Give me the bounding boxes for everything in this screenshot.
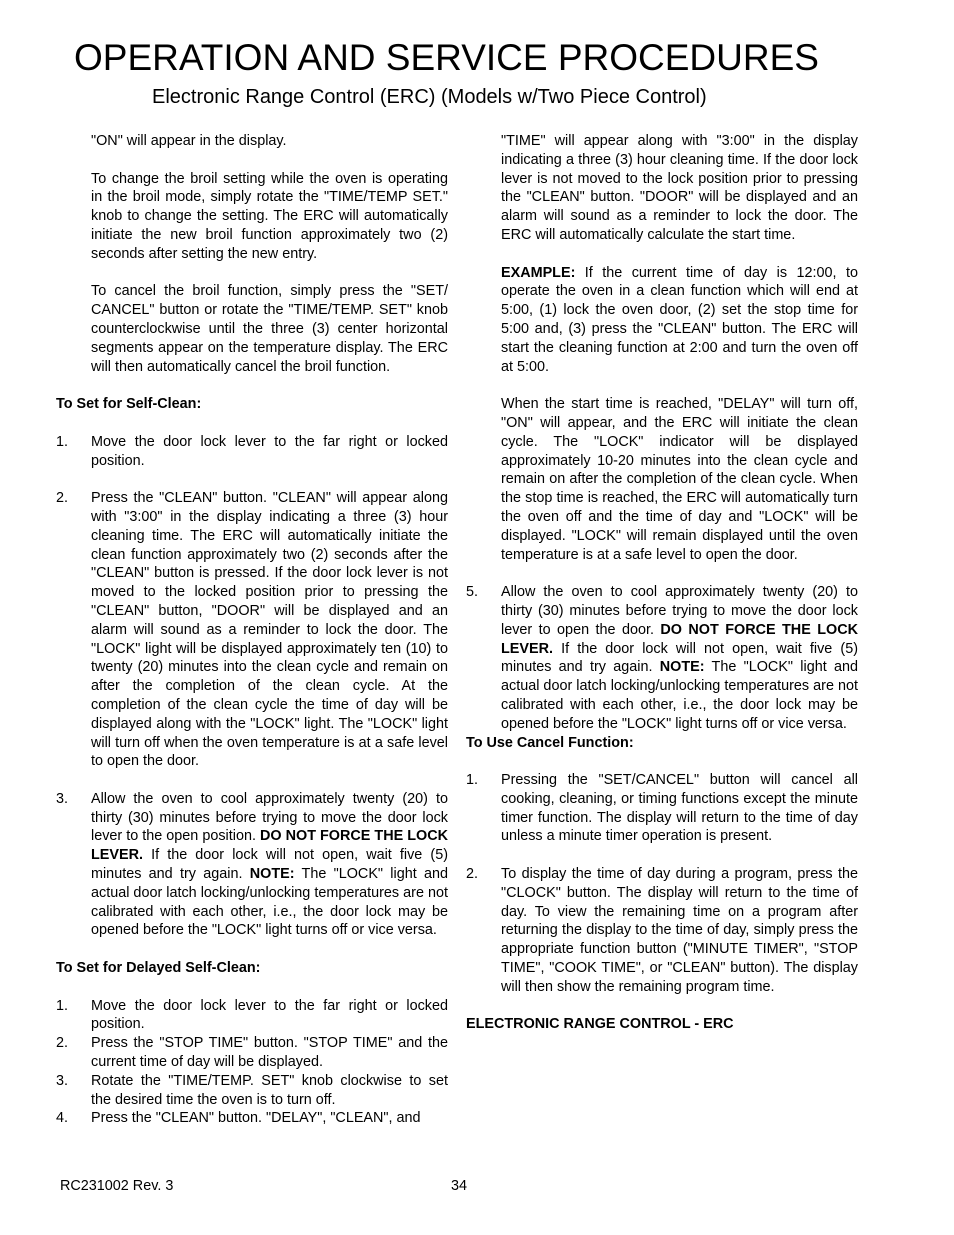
- paragraph-example: [501, 264, 858, 377]
- text-run: The "LOCK" light and actual door latch locking/unlocking temperatures are not calibrated with each other, i.e., the door lock may be opened before the "LOCK" light turns off or vice versa.: [91, 866, 448, 939]
- list-text: [91, 790, 448, 940]
- text-run: Allow the oven to cool approximately twenty (20) to thirty (30) minutes before trying to move the door lock lever to open the door.: [501, 584, 858, 638]
- list-number: 4.: [56, 1110, 69, 1127]
- list-number: 1.: [56, 433, 69, 450]
- list-item: [466, 771, 858, 846]
- list-text: Move the door lock lever to the far right or locked position.: [91, 433, 448, 469]
- list-number: 1.: [56, 997, 69, 1014]
- text-run: The "LOCK" light and actual door latch locking/unlocking temperatures are not calibrated with each other, i.e., the door lock may be opened before the "LOCK" light turns off or vice versa.: [501, 659, 858, 732]
- example-label: EXAMPLE:: [501, 264, 576, 281]
- warning-text: DO NOT FORCE THE LOCK LEVER.: [91, 828, 448, 864]
- paragraph-change-broil: To change the broil setting while the oven is operating in the broil mode, simply rotate the "TIME/TEMP SET." knob to change the setting. The ERC will automatically initiate the new broil function approximately two (2) seconds after setting the new entry.: [91, 170, 448, 262]
- paragraph-start-time: When the start time is reached, "DELAY" will turn off, "ON" will appear, and the ERC will initiate the clean cycle. The "LOCK" indicator will be displayed approximately 10-20 minutes into the clean cycle and remain on after the completion of the clean cycle. When the stop time is reached, the ERC will automatically turn the oven off and the time of day and "LOCK" will be displayed. "LOCK" will remain displayed until the oven temperature is at a safe level to open the door.: [501, 396, 858, 563]
- list-text: [501, 583, 858, 733]
- list-text: Press the "STOP TIME" button. "STOP TIME" and the current time of day will be displayed.: [91, 1035, 448, 1071]
- list-text: Pressing the "SET/CANCEL" button will cancel all cooking, cleaning, or timing functions except the minute timer function. The display will return to the time of day unless a minute timer operation is present.: [501, 772, 858, 845]
- list-text: Press the "CLEAN" button. "DELAY", "CLEAN", and: [91, 1110, 421, 1127]
- text-run: If the door lock will not open, wait five (5) minutes and try again.: [501, 640, 858, 676]
- warning-text: DO NOT FORCE THE LOCK LEVER.: [501, 621, 858, 657]
- list-number: 3.: [56, 790, 69, 807]
- list-item: [56, 1109, 448, 1128]
- heading-self-clean: To Set for Self-Clean:: [56, 396, 202, 413]
- right-column: [466, 132, 858, 1053]
- list-item: [56, 433, 448, 471]
- text-run: If the current time of day is 12:00, to operate the oven in a clean function which will end at 5:00, (1) lock the oven door, (2) set the stop time for 5:00 and, (3) press the "CLEAN" button. The ERC will start the cleaning function at 2:00 and turn the oven off at 5:00.: [501, 264, 858, 375]
- page-title: OPERATION AND SERVICE PROCEDURES: [74, 37, 819, 78]
- list-item: [56, 1034, 448, 1072]
- list-item: [466, 865, 858, 997]
- paragraph-on-display: "ON" will appear in the display.: [91, 133, 287, 149]
- note-label: NOTE:: [659, 659, 705, 676]
- left-column: [56, 132, 448, 1128]
- list-item: [56, 790, 448, 940]
- list-item: [466, 583, 858, 733]
- page-number: 34: [451, 1178, 468, 1194]
- list-text: Move the door lock lever to the far right or locked position.: [91, 997, 448, 1033]
- note-label: NOTE:: [249, 866, 295, 883]
- list-text: Rotate the "TIME/TEMP. SET" knob clockwise to set the desired time the oven is to turn off.: [91, 1072, 448, 1108]
- list-number: 2.: [466, 866, 479, 883]
- paragraph-cancel-broil: To cancel the broil function, simply press the "SET/ CANCEL" button or rotate the "TIME/TEMP. SET" knob counterclockwise until the three (3) center horizontal segments appear on the temperature display. The ERC will then automatically cancel the broil function.: [91, 283, 448, 375]
- document-id: RC231002 Rev. 3: [60, 1178, 174, 1194]
- list-text: Press the "CLEAN" button. "CLEAN" will appear along with "3:00" in the display indicating a three (3) hour cleaning time. The ERC will automatically initiate the clean function approximately two (2) seconds after the "CLEAN" button is pressed. If the door lock lever is not moved to the locked position prior to pressing the "CLEAN" button, "DOOR" will be displayed and an alarm will sound as a reminder to lock the door. The "LOCK" light will be displayed approximately ten (10) to twenty (20) minutes into the clean cycle and remain on after the completion of the clean cycle. At the completion of the clean cycle the time of day will be displayed along with the "LOCK" light. The "LOCK" light will turn off when the oven temperature is at a safe level to open the door.: [91, 490, 448, 770]
- list-number: 1.: [466, 772, 479, 789]
- list-number: 5.: [466, 584, 479, 601]
- heading-erc: ELECTRONIC RANGE CONTROL - ERC: [466, 1016, 734, 1033]
- heading-cancel-function: To Use Cancel Function:: [466, 734, 634, 751]
- list-item: [56, 997, 448, 1035]
- list-text: To display the time of day during a program, press the "CLOCK" button. The display will return to the time of day. To view the remaining time on a program after returning the display to the time of day, simply press the appropriate function button ("MINUTE TIMER", "STOP TIME", "COOK TIME", or "CLEAN" button). The display will then show the remaining program time.: [501, 866, 858, 995]
- list-item: [56, 489, 448, 771]
- text-run: If the door lock will not open, wait five (5) minutes and try again.: [91, 847, 448, 883]
- list-number: 3.: [56, 1072, 69, 1089]
- list-number: 2.: [56, 1035, 69, 1052]
- heading-delayed-self-clean: To Set for Delayed Self-Clean:: [56, 960, 261, 977]
- list-item: [56, 1072, 448, 1110]
- paragraph-time-display: "TIME" will appear along with "3:00" in the display indicating a three (3) hour cleaning time. If the door lock lever is not moved to the lock position prior to pressing the "CLEAN" button. "DOOR" will be displayed and an alarm will sound as a reminder to lock the door. The ERC will automatically calculate the start time.: [501, 133, 858, 243]
- list-number: 2.: [56, 490, 69, 507]
- text-run: Allow the oven to cool approximately twenty (20) to thirty (30) minutes before trying to move the door lock lever to the open position.: [91, 790, 448, 845]
- page-subtitle: Electronic Range Control (ERC) (Models w/Two Piece Control): [152, 86, 707, 108]
